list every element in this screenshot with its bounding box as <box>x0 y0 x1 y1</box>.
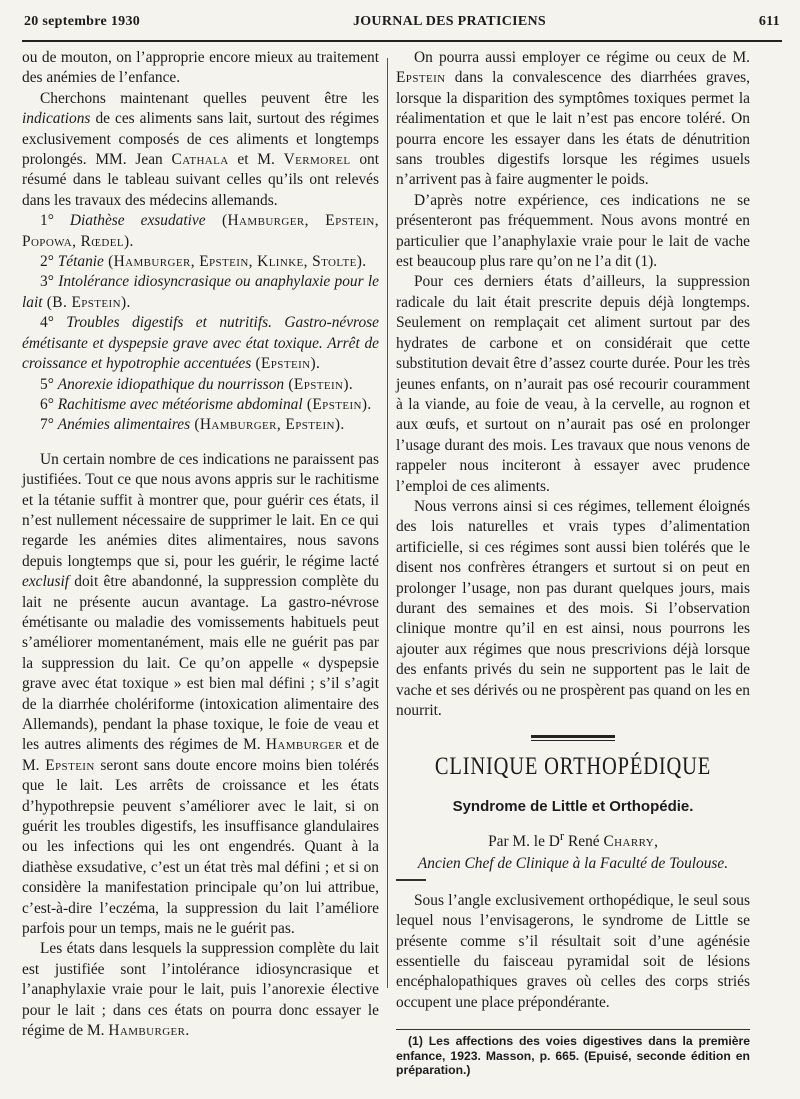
indication-item: 3° Intolérance idiosyncrasique ou anaphylaxie pour le lait (B. Epstein). <box>22 273 380 311</box>
byline-rule <box>396 879 426 881</box>
left-column <box>22 48 379 1042</box>
indication-item: 1° Diathèse exsudative (Hamburger, Epstein, Popowa, Rœdel). <box>22 212 380 250</box>
paragraph: Nous verrons ainsi si ces régimes, tellement éloignés des lois naturelles et vrais types d’alimentation artificielle, si ces régimes sont aussi bien tolérés que le disent nos confrères étrangers et surtout si on peut en prolonger l’usage, non pas durant quelques jours, mais durant des semaines et des mois. Si l’observation clinique montre qu’il en est ainsi, nous pourrons les ajouter aux régimes que nous prescrivions déjà lorsque des enfants privés du sein ne supportent pas le lait de vache et ses dérivés ou ne prospèrent pas quand on les en nourrit. <box>396 497 750 719</box>
paragraph: Sous l’angle exclusivement orthopédique, le seul sous lequel nous l’envisagerons, le syndrome de Little se présente comme s’il résultait soit d’une agénésie essentielle du faisceau pyramidal soit de lésions encéphalopathiques graves où celles des corps striés occupent une place prépondérante. <box>396 891 750 1011</box>
page-header <box>24 14 780 36</box>
paragraph: Cherchons maintenant quelles peuvent être les indications de ces aliments sans lait, surtout des régimes exclusivement composés de ces aliments et longtemps prolongés. MM. Jean Cathala et M. Vermorel ont résumé dans le tableau suivant celles qu’ils ont relevés dans les travaux des médecins allemands. <box>22 89 380 209</box>
footnote-rule <box>396 1029 750 1030</box>
column-divider <box>387 58 388 988</box>
indication-item: 2° Tétanie (Hamburger, Epstein, Klinke, Stolte). <box>40 253 367 271</box>
paragraph: Pour ces derniers états d’ailleurs, la suppression radicale du lait était prescrite depuis déjà longtemps. Seulement on remplaçait cet aliment surtout par des hydrates de carbone et on considérait que cette substitution devait être d’assez courte durée. Pour les très jeunes enfants, on n’aurait pas osé recourir couramment à la viande, au foie de veau, à la cervelle, au rognon et aux œufs, et surtout on n’aurait pas osé en prolonger l’usage durant des mois. Les travaux que nous venons de rappeler nous inciteront à essayer avec prudence l’emploi de ces aliments. <box>396 273 750 495</box>
indication-item: 6° Rachitisme avec météorisme abdominal (Epstein). <box>40 395 372 413</box>
paragraph: Les états dans lesquels la suppression complète du lait est justifiée sont l’intolérance idiosyncrasique et l’anaphylaxie vraie pour le lait, puis l’anorexie élective pour le lait ; dans ces états on pourra donc essayer le régime de M. Hamburger. <box>22 940 379 1040</box>
header-rule <box>22 40 782 42</box>
article-title: Syndrome de Little et Orthopédie. <box>452 798 694 816</box>
section-rule <box>531 735 615 738</box>
header-journal-title: JOURNAL DES PRATICIENS <box>352 14 546 29</box>
paragraph: ou de mouton, on l’approprie encore mieux au traitement des anémies de l’enfance. <box>22 49 379 87</box>
header-date: 20 septembre 1930 <box>24 14 141 29</box>
indication-item: 4° Troubles digestifs et nutritifs. Gastro-névrose émétisante et dyspepsie grave avec état toxique. Arrêt de croissance et hypotrophie accentuées (Epstein). <box>22 314 379 373</box>
paragraph: D’après notre expérience, ces indications ne se présenteront pas fréquemment. Nous avons montré en particulier que l’anaphylaxie vraie pour le lait de vache est beaucoup plus rare qu’on ne l’a dit (1). <box>396 191 750 271</box>
indication-item: 5° Anorexie idiopathique du nourrisson (Epstein). <box>40 375 354 393</box>
author-byline: Par M. le $D^r$ René Charry, <box>488 828 658 850</box>
section-rule <box>531 740 615 741</box>
indication-item: 7° Anémies alimentaires (Hamburger, Epstein). <box>40 416 345 434</box>
section-title: CLINIQUE ORTHOPÉDIQUE <box>434 753 712 781</box>
paragraph: On pourra aussi employer ce régime ou ceux de M. Epstein dans la convalescence des diarrhées graves, lorsque la disparition des symptômes toxiques permet la réalimentation et que le lait n’est pas encore toléré. On pourra encore les essayer dans les états de dénutrition sans troubles digestifs lorsque les régimes usuels n’arrivent pas à faire augmenter le poids. <box>396 49 750 189</box>
header-page-number: 611 <box>758 14 780 29</box>
right-column <box>396 48 750 1078</box>
paragraph: Un certain nombre de ces indications ne paraissent pas justifiées. Tout ce que nous avons appris sur le rachitisme et la tétanie suffit à montrer que, pour guérir ces états, il n’est nullement nécessaire de supprimer le lait. En ce qui regarde les anémies dites alimentaires, nous savons depuis longtemps que si, pour les guérir, le régime lacté exclusif doit être abandonné, la suppression complète du lait ne présente aucun avantage. La gastro-névrose émétisante ou maladie des vomissements habituels peut s’améliorer momentanément, mais elle ne guérit pas par la suppression du lait. Ce qu’on appelle « dyspepsie grave avec état toxique » est bien mal défini ; s’il s’agit de la diarrhée cholériforme (intoxication alimentaire des Allemands), pendant la phase toxique, le foie de veau et les autres aliments des régimes de M. Hamburger et de M. Epstein seront sans doute encore moins bien tolérés que le lait. Les arrêts de croissance et les états d’hypothrepsie peuvent s’améliorer avec le lait, si on guérit les troubles digestifs, les insuffisance glandulaires ou les infections qui les ont engendrés. Quant à la diathèse exsudative, c’est un état très mal défini ; et si on considère la manifestation principale qu’on lui attribue, c’est-à-dire l’eczéma, la suppression du lait l’améliore parfois pour un temps, mais ne le guérit pas. <box>22 450 380 938</box>
author-affiliation: Ancien Chef de Clinique à la Faculté de Toulouse. <box>417 855 729 873</box>
footnote: (1) Les affections des voies digestives dans la première enfance, 1923. Masson, p. 665. (Epuisé, seconde édition en préparation.) <box>396 1034 750 1078</box>
